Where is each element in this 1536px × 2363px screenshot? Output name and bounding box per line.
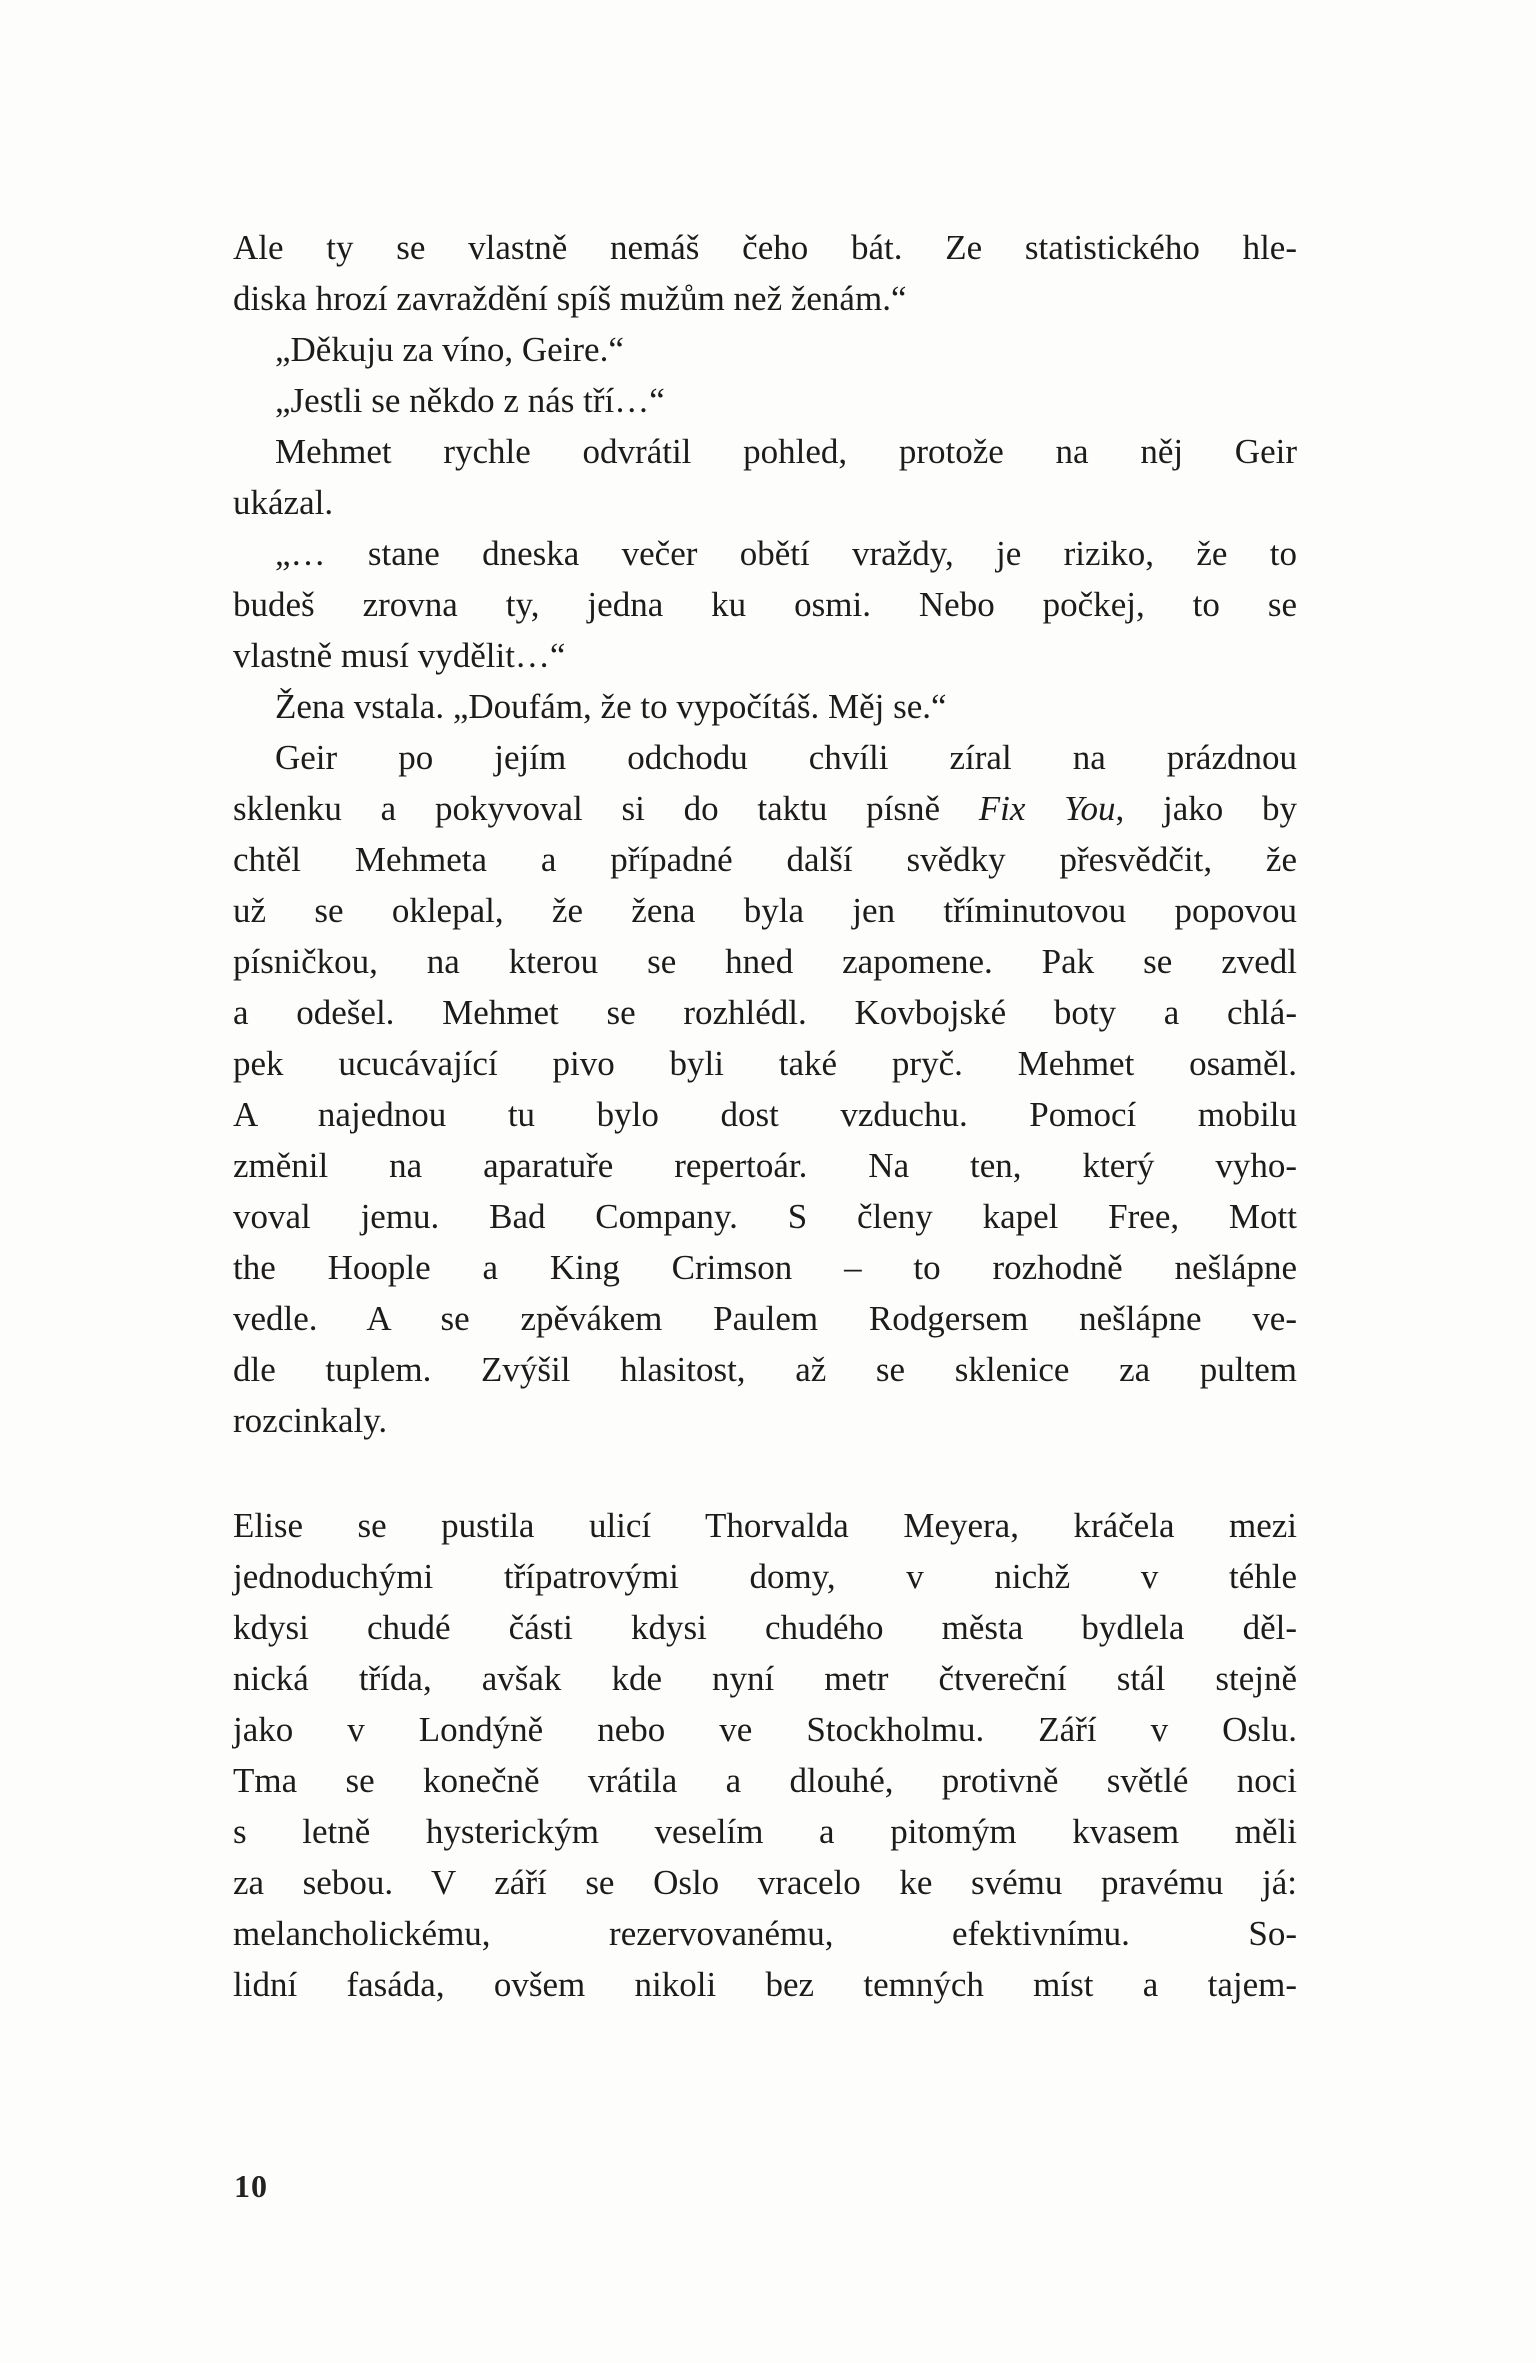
text-line: a odešel. Mehmet se rozhlédl. Kovbojské boty a chlá- [233,993,1297,1032]
paragraph [233,426,1297,528]
text-line: Elise se pustila ulicí Thorvalda Meyera, kráčela mezi [233,1506,1297,1545]
text-line: A najednou tu bylo dost vzduchu. Pomocí mobilu [233,1095,1297,1134]
text-line: diska hrozí zavraždění spíš mužům než ženám.“ [233,279,907,318]
text-line: s letně hysterickým veselím a pitomým kvasem měli [233,1812,1297,1851]
text-line: vedle. A se zpěvákem Paulem Rodgersem nešlápne ve- [233,1299,1297,1338]
text-line: voval jemu. Bad Company. S členy kapel Free, Mott [233,1197,1297,1236]
text-segment: sklenku a pokyvoval si do taktu písně [233,789,979,828]
text-line: chtěl Mehmeta a případné další svědky přesvědčit, že [233,840,1297,879]
text-segment: , jako by [1115,789,1298,828]
paragraph [233,528,1297,681]
text-line: písničkou, na kterou se hned zapomene. Pak se zvedl [233,942,1297,981]
text-line: rozcinkaly. [233,1401,388,1440]
text-line: jako v Londýně nebo ve Stockholmu. Září v Oslu. [233,1710,1297,1749]
text-line: Žena vstala. „Doufám, že to vypočítáš. Měj se.“ [275,687,947,726]
text-line: lidní fasáda, ovšem nikoli bez temných míst a tajem- [233,1965,1297,2004]
text-line: „Jestli se někdo z nás tří…“ [275,381,665,420]
text-line: Geir po jejím odchodu chvíli zíral na prázdnou [275,738,1297,777]
text-line: za sebou. V září se Oslo vracelo ke svému pravému já: [233,1863,1297,1902]
text-line: the Hoople a King Crimson – to rozhodně nešlápne [233,1248,1297,1287]
text-line: kdysi chudé části kdysi chudého města bydlela děl- [233,1608,1297,1647]
text-line: Ale ty se vlastně nemáš čeho bát. Ze statistického hle- [233,228,1297,267]
text-line: „Děkuju za víno, Geire.“ [275,330,624,369]
text-line: vlastně musí vydělit…“ [233,636,566,675]
text-block [233,222,1297,2010]
text-line: jednoduchými třípatrovými domy, v nichž v téhle [233,1557,1297,1596]
text-line: nická třída, avšak kde nyní metr čtvereční stál stejně [233,1659,1297,1698]
paragraph [233,324,1297,375]
italic-text: Fix You [978,789,1116,828]
text-line: „… stane dneska večer obětí vraždy, je riziko, že to [275,534,1297,573]
text-line: pek ucucávající pivo byli také pryč. Mehmet osaměl. [233,1044,1297,1083]
text-line: už se oklepal, že žena byla jen tříminutovou popovou [233,891,1297,930]
paragraph [233,1500,1297,2010]
text-line: ukázal. [233,483,334,522]
text-line: Tma se konečně vrátila a dlouhé, protivně světlé noci [233,1761,1297,1800]
text-line: dle tuplem. Zvýšil hlasitost, až se sklenice za pultem [233,1350,1297,1389]
text-line: Mehmet rychle odvrátil pohled, protože na něj Geir [275,432,1297,471]
paragraph [233,222,1297,324]
paragraph [233,375,1297,426]
text-line: změnil na aparatuře repertoár. Na ten, který vyho- [233,1146,1297,1185]
text-line: melancholickému, rezervovanému, efektivnímu. So- [233,1914,1297,1953]
text-line: budeš zrovna ty, jedna ku osmi. Nebo počkej, to se [233,585,1297,624]
paragraph [233,732,1297,1446]
paragraph [233,681,1297,732]
page-number: 10 [234,2168,268,2204]
text-line [233,783,1297,834]
